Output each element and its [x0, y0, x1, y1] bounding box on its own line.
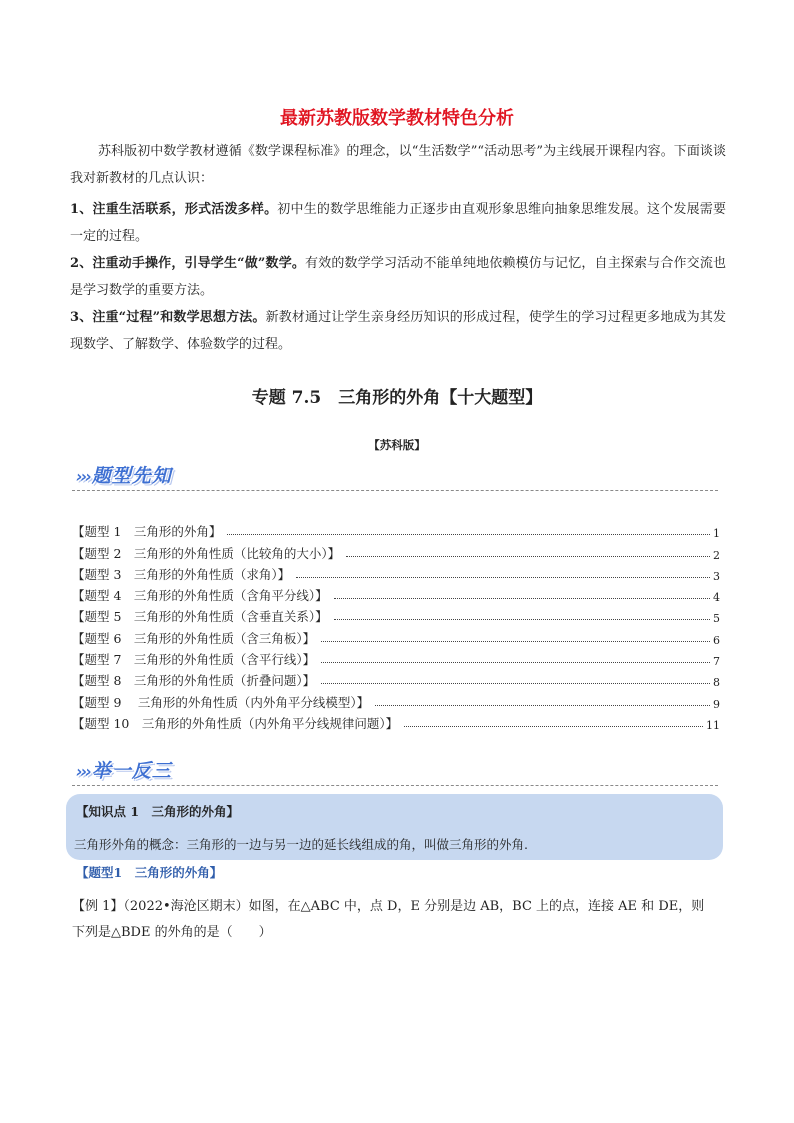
toc-item-label: 【题型 3 三角形的外角性质（求角）】: [72, 566, 291, 582]
leader-dots: [227, 534, 710, 535]
example-1-line-2: 下列是△BDE 的外角的是（ ）: [72, 925, 272, 940]
toc-item-page: 2: [713, 548, 720, 562]
toc-item-label: 【题型 7 三角形的外角性质（含平行线）】: [72, 652, 316, 668]
point-3-text: 新教材通过让学生亲身经历知识的形成过程，使学生的学习过程更多地成为其发现数学、了解数学、体验数学的过程。: [70, 310, 726, 352]
toc-item[interactable]: [72, 711, 720, 732]
chevrons-icon: ›››: [76, 467, 90, 486]
toc-item[interactable]: [72, 540, 720, 561]
toc-item-page: 11: [706, 718, 720, 732]
banner-practice: [76, 756, 172, 786]
toc-item[interactable]: [72, 668, 720, 689]
toc-item-label: 【题型 9 三角形的外角性质（内外角平分线模型）】: [72, 694, 370, 710]
leader-dots: [296, 577, 710, 578]
leader-dots: [334, 598, 710, 599]
intro-paragraph: 苏科版初中数学教材遵循《数学课程标准》的理念，以“生活数学”“活动思考”为主线展开课程内容。下面谈谈我对新教材的几点认识：: [70, 144, 726, 186]
document-title: 最新苏教版数学教材特色分析: [280, 108, 514, 129]
banner-preview: [76, 461, 172, 491]
toc-item[interactable]: [72, 647, 720, 668]
leader-dots: [321, 662, 710, 663]
divider-rule: [72, 490, 718, 491]
knowledge-box: [66, 794, 723, 860]
point-2-text: 有效的数学学习活动不能单纯地依赖模仿与记忆，自主探索与合作交流也是学习数学的重要方法。: [70, 256, 726, 298]
banner-preview-text: 题型先知: [91, 465, 172, 487]
toc-item-label: 【题型 1 三角形的外角】: [72, 524, 222, 540]
toc-item[interactable]: [72, 604, 720, 625]
toc-item[interactable]: [72, 562, 720, 583]
table-of-contents: [72, 519, 720, 732]
chevrons-icon: ›››: [76, 762, 90, 781]
toc-item-page: 9: [713, 697, 720, 711]
toc-item-label: 【题型 8 三角形的外角性质（折叠问题）】: [72, 673, 316, 689]
point-3: [70, 304, 726, 358]
toc-item-page: 6: [713, 633, 720, 647]
topic-title: 专题 7.5 三角形的外角【十大题型】: [251, 388, 543, 408]
leader-dots: [404, 726, 703, 727]
banner-practice-text: 举一反三: [91, 760, 172, 782]
edition-label: 【苏科版】: [368, 438, 426, 452]
point-2: [70, 250, 726, 304]
toc-item-page: 1: [713, 527, 720, 541]
toc-item-label: 【题型 4 三角形的外角性质（含角平分线）】: [72, 588, 328, 604]
point-1-text: 初中生的数学思维能力正逐步由直观形象思维向抽象思维发展。这个发展需要一定的过程。: [70, 202, 726, 244]
toc-item-page: 3: [713, 569, 720, 583]
toc-item-label: 【题型 5 三角形的外角性质（含垂直关系）】: [72, 609, 328, 625]
point-2-heading: 2、注重动手操作，引导学生“做”数学。: [70, 256, 306, 271]
toc-item-page: 5: [713, 612, 720, 626]
point-1: [70, 196, 726, 250]
knowledge-heading: 【知识点 1 三角形的外角】: [76, 804, 240, 819]
leader-dots: [334, 619, 710, 620]
leader-dots: [321, 683, 710, 684]
example-1-line-1: 【例 1】（2022•海沧区期末）如图，在△ABC 中，点 D，E 分别是边 AB，BC 上的点，连接 AE 和 DE，则: [72, 899, 705, 914]
toc-item[interactable]: [72, 689, 720, 710]
toc-item-page: 7: [713, 655, 720, 669]
knowledge-body: 三角形外角的概念：三角形的一边与另一边的延长线组成的角，叫做三角形的外角.: [74, 837, 528, 852]
leader-dots: [321, 641, 710, 642]
toc-item-label: 【题型 6 三角形的外角性质（含三角板）】: [72, 630, 316, 646]
point-1-heading: 1、注重生活联系，形式活泼多样。: [70, 202, 278, 217]
toc-item[interactable]: [72, 625, 720, 646]
leader-dots: [346, 556, 710, 557]
type-label: 【题型1 三角形的外角】: [76, 865, 223, 880]
toc-item-page: 8: [713, 676, 720, 690]
point-3-heading: 3、注重“过程”和数学思想方法。: [70, 310, 266, 325]
toc-item-page: 4: [713, 591, 720, 605]
toc-item-label: 【题型 10 三角形的外角性质（内外角平分线规律问题）】: [72, 715, 399, 731]
leader-dots: [375, 705, 710, 706]
toc-item[interactable]: [72, 583, 720, 604]
example-1: [72, 894, 724, 946]
toc-item-label: 【题型 2 三角形的外角性质（比较角的大小）】: [72, 545, 341, 561]
divider-rule: [72, 785, 718, 786]
toc-item[interactable]: [72, 519, 720, 540]
